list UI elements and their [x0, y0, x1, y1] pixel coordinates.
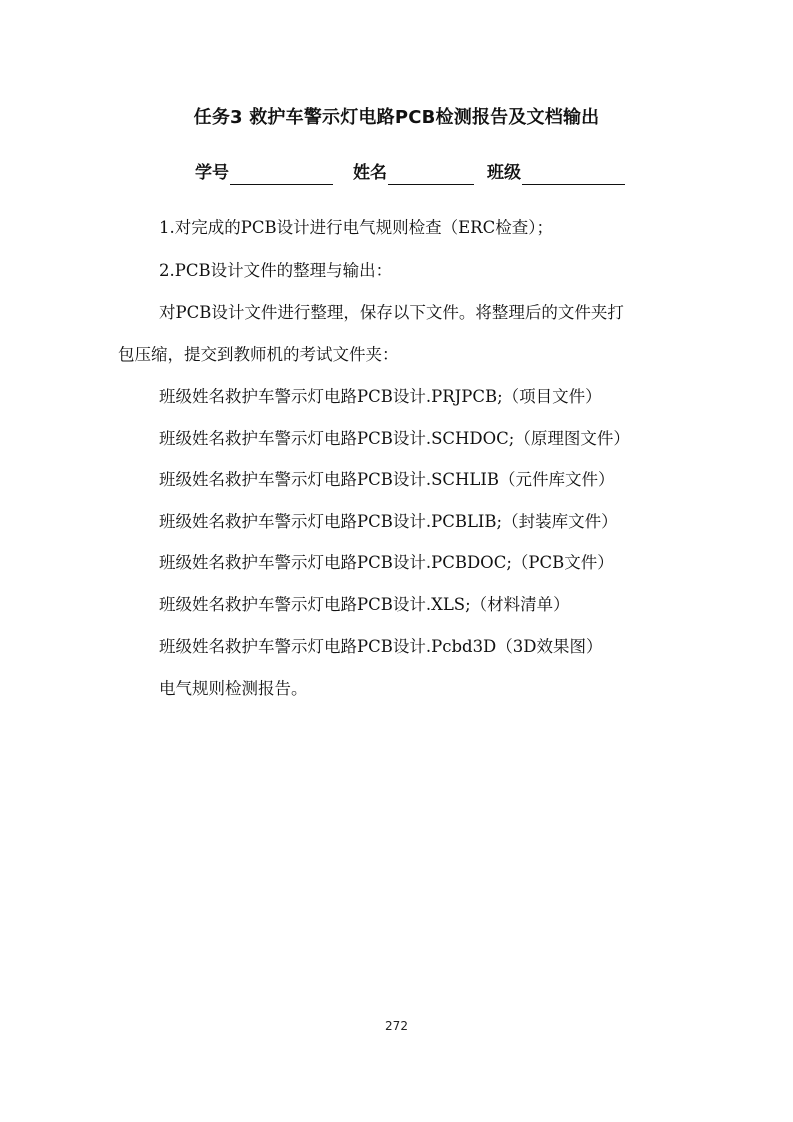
file-list-item: 班级姓名救护车警示灯电路PCB设计.PRJPCB;（项目文件）	[159, 387, 602, 406]
erc-check-instruction: 1.对完成的PCB设计进行电气规则检查（ERC检查）；	[159, 218, 553, 237]
file-list-item: 班级姓名救护车警示灯电路PCB设计.PCBDOC;（PCB文件）	[159, 553, 614, 572]
file-output-heading: 2.PCB设计文件的整理与输出：	[159, 261, 393, 280]
file-list-item: 电气规则检测报告。	[159, 679, 308, 698]
file-list-item: 班级姓名救护车警示灯电路PCB设计.SCHLIB（元件库文件）	[159, 470, 615, 489]
student-id-label: 学号	[195, 163, 229, 183]
file-list-item: 班级姓名救护车警示灯电路PCB设计.PCBLIB;（封装库文件）	[159, 512, 618, 531]
name-field	[353, 161, 487, 185]
name-label: 姓名	[353, 163, 387, 183]
file-list-item: 班级姓名救护车警示灯电路PCB设计.Pcbd3D（3D效果图）	[159, 637, 603, 656]
file-list-item: 班级姓名救护车警示灯电路PCB设计.XLS;（材料清单）	[159, 595, 570, 614]
student-id-field	[195, 161, 353, 185]
document-title: 任务3 救护车警示灯电路PCB检测报告及文档输出	[193, 107, 600, 128]
page-number: 272	[385, 1019, 408, 1033]
class-field	[487, 161, 625, 185]
name-blank	[388, 164, 474, 185]
file-list-item: 班级姓名救护车警示灯电路PCB设计.SCHDOC;（原理图文件）	[159, 429, 630, 448]
file-output-paragraph-line: 包压缩，提交到教师机的考试文件夹：	[118, 345, 399, 364]
file-output-paragraph-line: 对PCB设计文件进行整理，保存以下文件。将整理后的文件夹打	[159, 303, 624, 322]
student-id-blank	[230, 164, 333, 185]
student-info-row	[195, 157, 625, 185]
class-blank	[522, 164, 625, 185]
class-label: 班级	[487, 163, 521, 183]
